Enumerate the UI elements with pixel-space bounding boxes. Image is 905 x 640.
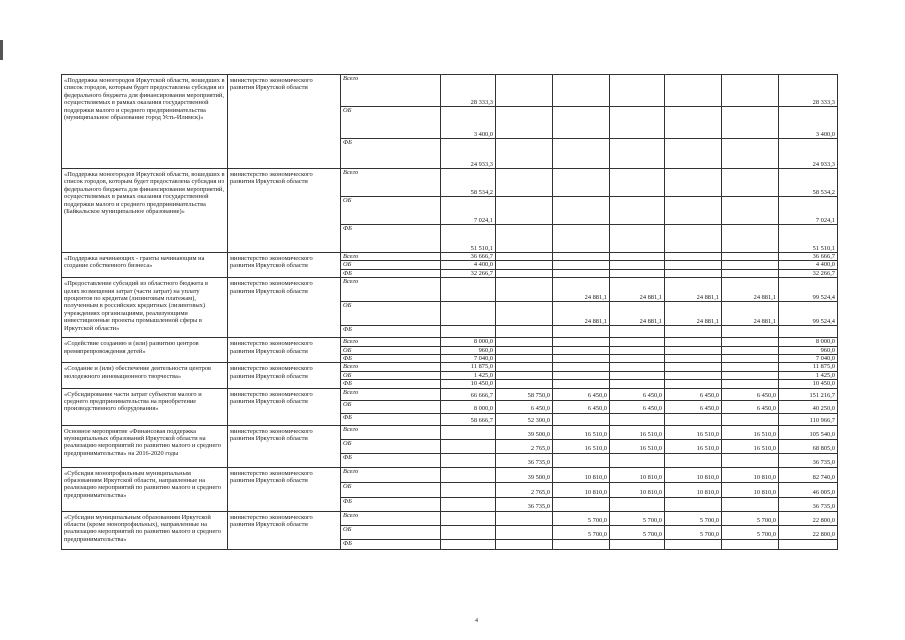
table-row [62,425,838,439]
year-value [665,326,722,338]
funding-source-fb: ФБ [341,497,441,511]
year-value [553,539,610,549]
responsible-executor: министерство экономического развития Иркутской области [228,511,341,549]
year-value: 10 810,0 [553,467,610,482]
table-row [62,388,838,400]
year-value: 10 810,0 [722,482,779,497]
total-value: 99 524,4 [779,278,838,302]
year-value [722,326,779,338]
year-value [496,225,553,253]
total-value: 24 933,3 [779,139,838,169]
year-value [610,253,665,261]
year-value [665,380,722,388]
year-value: 5 700,0 [553,525,610,539]
year-value: 39 500,0 [496,425,553,439]
year-value [496,326,553,338]
year-value [610,363,665,371]
year-value [610,197,665,225]
year-value [610,139,665,169]
year-value [496,169,553,197]
year-value: 6 450,0 [496,400,553,413]
table-row [62,363,838,371]
year-value [665,355,722,363]
year-value [553,169,610,197]
year-value [496,355,553,363]
funding-source-ob: ОБ [341,346,441,354]
year-value: 1 425,0 [441,371,496,379]
total-value: 110 966,7 [779,413,838,425]
year-value: 16 510,0 [553,425,610,439]
year-value [441,439,496,453]
year-value: 24 881,1 [553,302,610,326]
year-value [722,139,779,169]
funding-source-all: Всего [341,338,441,346]
year-value: 6 450,0 [553,400,610,413]
year-value: 10 810,0 [665,482,722,497]
program-description: «Субсидии муниципальным образованиям Иркутской области (кроме монопрофильных), направленные на реализацию мероприятий по развитию малого и среднего предпринимательства» [62,511,228,549]
funding-source-ob: ОБ [341,261,441,269]
year-value: 8 000,0 [441,400,496,413]
program-description: «Создание и (или) обеспечение деятельности центров молодежного инновационного творчества» [62,363,228,388]
year-value [665,169,722,197]
year-value [665,107,722,139]
total-value: 151 216,7 [779,388,838,400]
responsible-executor: министерство экономического развития Иркутской области [228,338,341,363]
table-row [62,511,838,525]
year-value: 2 765,0 [496,439,553,453]
year-value [610,107,665,139]
year-value [722,539,779,549]
total-value: 36 735,0 [779,497,838,511]
year-value [665,261,722,269]
year-value [496,371,553,379]
year-value: 6 450,0 [665,388,722,400]
year-value: 66 666,7 [441,388,496,400]
year-value: 24 881,1 [665,302,722,326]
program-description: «Поддержка моногородов Иркутской области, вошедших в список городов, которым будет предоставлена субсидия из федерального бюджета для финансирования мероприятий, осуществляемых в рамках оказания государственной поддержки малого и среднего предпринимательства (Байкальское муниципальное образование)» [62,169,228,253]
year-value [553,253,610,261]
total-value [779,326,838,338]
year-value: 36 735,0 [496,453,553,467]
funding-source-ob: ОБ [341,525,441,539]
funding-source-all: Всего [341,363,441,371]
funding-source-fb: ФБ [341,355,441,363]
responsible-executor: министерство экономического развития Иркутской области [228,278,341,338]
year-value [722,269,779,277]
funding-source-all: Всего [341,467,441,482]
year-value [722,197,779,225]
program-description: Основное мероприятие «Финансовая поддержка муниципальных образований Иркутской области на реализацию мероприятий по развитию малого и среднего предпринимательства» на 2016-2020 годы [62,425,228,467]
year-value: 10 810,0 [553,482,610,497]
funding-source-fb: ФБ [341,225,441,253]
table-row [62,278,838,302]
funding-source-all: Всего [341,169,441,197]
year-value: 16 510,0 [722,425,779,439]
funding-source-ob: ОБ [341,197,441,225]
year-value [722,413,779,425]
funding-source-ob: ОБ [341,400,441,413]
program-description: «Поддержка начинающих - гранты начинающим на создание собственного бизнеса» [62,253,228,278]
year-value: 6 450,0 [610,400,665,413]
year-value [553,338,610,346]
year-value: 6 450,0 [665,400,722,413]
funding-source-fb: ФБ [341,326,441,338]
year-value: 5 700,0 [722,511,779,525]
year-value [496,75,553,107]
total-value: 1 425,0 [779,371,838,379]
year-value: 16 510,0 [610,439,665,453]
year-value: 2 765,0 [496,482,553,497]
year-value: 58 750,0 [496,388,553,400]
year-value: 39 500,0 [496,467,553,482]
year-value [722,253,779,261]
year-value [665,225,722,253]
program-description: «Содействие созданию и (или) развитию центров времяпрепровождения детей» [62,338,228,363]
year-value: 32 266,7 [441,269,496,277]
year-value: 8 000,0 [441,338,496,346]
total-value: 28 333,3 [779,75,838,107]
year-value [610,261,665,269]
year-value [722,338,779,346]
year-value: 24 933,3 [441,139,496,169]
program-description: «Предоставление субсидий из областного бюджета в целях возмещения затрат (части затрат) на уплату процентов по кредитам (лизинговым платежам), полученным в российских кредитных (лизинговых) учреждениях организациями, реализующими инвестиционные проекты промышленной сферы в Иркутской области» [62,278,228,338]
year-value [722,497,779,511]
year-value [610,355,665,363]
year-value: 10 810,0 [610,482,665,497]
responsible-executor: министерство экономического развития Иркутской области [228,75,341,169]
year-value [441,539,496,549]
table-row [62,467,838,482]
total-value: 58 534,2 [779,169,838,197]
table-row [62,75,838,107]
year-value [665,338,722,346]
year-value [553,413,610,425]
funding-source-all: Всего [341,425,441,439]
year-value [665,539,722,549]
year-value [496,363,553,371]
year-value [553,225,610,253]
funding-source-all: Всего [341,278,441,302]
year-value [665,497,722,511]
year-value: 6 450,0 [722,400,779,413]
scan-edge-mark [0,40,3,60]
program-description: «Субсидия монопрофильным муниципальным образованиям Иркутской области, направленные на реализацию мероприятий по развитию малого и среднего предпринимательства» [62,467,228,511]
year-value [722,75,779,107]
year-value: 6 450,0 [553,388,610,400]
total-value: 36 666,7 [779,253,838,261]
year-value [496,346,553,354]
year-value: 6 450,0 [610,388,665,400]
year-value: 24 881,1 [553,278,610,302]
year-value [441,482,496,497]
year-value [441,511,496,525]
year-value [496,511,553,525]
total-value: 32 266,7 [779,269,838,277]
year-value [610,169,665,197]
year-value [553,326,610,338]
year-value [441,497,496,511]
funding-source-fb: ФБ [341,139,441,169]
funding-source-fb: ФБ [341,453,441,467]
total-value: 105 540,0 [779,425,838,439]
year-value [665,197,722,225]
year-value: 11 875,0 [441,363,496,371]
year-value [553,355,610,363]
year-value [553,497,610,511]
year-value [496,261,553,269]
year-value: 24 881,1 [722,302,779,326]
year-value: 28 333,3 [441,75,496,107]
total-value: 4 400,0 [779,261,838,269]
year-value: 52 300,0 [496,413,553,425]
year-value [610,371,665,379]
year-value [496,269,553,277]
table-row [62,338,838,346]
total-value: 8 000,0 [779,338,838,346]
responsible-executor: министерство экономического развития Иркутской области [228,169,341,253]
year-value [665,75,722,107]
funding-source-all: Всего [341,253,441,261]
year-value [665,346,722,354]
year-value [665,363,722,371]
year-value: 36 735,0 [496,497,553,511]
year-value [496,107,553,139]
year-value: 4 400,0 [441,261,496,269]
year-value: 7 040,0 [441,355,496,363]
year-value: 24 881,1 [610,278,665,302]
year-value: 16 510,0 [722,439,779,453]
total-value: 82 740,0 [779,467,838,482]
year-value: 7 024,1 [441,197,496,225]
year-value: 16 510,0 [665,439,722,453]
year-value [553,75,610,107]
program-funding-table [61,74,838,550]
total-value: 46 005,0 [779,482,838,497]
year-value [553,139,610,169]
year-value: 24 881,1 [665,278,722,302]
responsible-executor: министерство экономического развития Иркутской области [228,363,341,388]
year-value [610,380,665,388]
year-value [496,380,553,388]
funding-source-ob: ОБ [341,371,441,379]
year-value [496,278,553,302]
funding-source-all: Всего [341,388,441,400]
year-value [722,346,779,354]
year-value [496,139,553,169]
year-value [610,346,665,354]
year-value [722,169,779,197]
year-value [553,346,610,354]
year-value [441,326,496,338]
program-description: «Поддержка моногородов Иркутской области, вошедших в список городов, которым будет предоставлена субсидия из федерального бюджета для финансирования мероприятий, осуществляемых в рамках оказания государственной поддержки малого и среднего предпринимательства (муниципальное образование город Усть-Илимск)» [62,75,228,169]
year-value [496,302,553,326]
year-value [722,380,779,388]
year-value [722,363,779,371]
year-value [665,139,722,169]
year-value [553,261,610,269]
total-value: 11 875,0 [779,363,838,371]
total-value: 51 510,1 [779,225,838,253]
year-value: 51 510,1 [441,225,496,253]
year-value: 24 881,1 [610,302,665,326]
year-value [553,107,610,139]
total-value: 7 024,1 [779,197,838,225]
total-value: 99 524,4 [779,302,838,326]
year-value: 6 450,0 [722,388,779,400]
year-value: 10 810,0 [665,467,722,482]
total-value: 22 800,0 [779,511,838,525]
year-value: 10 810,0 [610,467,665,482]
funding-source-all: Всего [341,511,441,525]
responsible-executor: министерство экономического развития Иркутской области [228,467,341,511]
funding-source-all: Всего [341,75,441,107]
year-value [722,261,779,269]
year-value [610,453,665,467]
total-value [779,539,838,549]
year-value [722,107,779,139]
year-value [496,539,553,549]
year-value [722,355,779,363]
year-value [496,197,553,225]
funding-source-ob: ОБ [341,302,441,326]
year-value: 58 666,7 [441,413,496,425]
total-value: 22 800,0 [779,525,838,539]
year-value [610,539,665,549]
responsible-executor: министерство экономического развития Иркутской области [228,388,341,425]
funding-source-ob: ОБ [341,107,441,139]
funding-source-ob: ОБ [341,439,441,453]
year-value [553,269,610,277]
year-value [441,525,496,539]
year-value [665,371,722,379]
responsible-executor: министерство экономического развития Иркутской области [228,253,341,278]
year-value: 10 450,0 [441,380,496,388]
total-value: 40 250,0 [779,400,838,413]
table-row [62,169,838,197]
year-value [722,371,779,379]
funding-source-fb: ФБ [341,380,441,388]
year-value: 36 666,7 [441,253,496,261]
year-value [441,425,496,439]
year-value: 5 700,0 [610,511,665,525]
year-value [553,380,610,388]
year-value [610,413,665,425]
year-value [496,525,553,539]
year-value: 16 510,0 [665,425,722,439]
year-value: 5 700,0 [665,511,722,525]
year-value [441,302,496,326]
year-value [665,413,722,425]
year-value: 960,0 [441,346,496,354]
funding-source-ob: ОБ [341,482,441,497]
year-value [722,453,779,467]
year-value [665,253,722,261]
year-value [665,453,722,467]
year-value: 16 510,0 [610,425,665,439]
program-description: «Субсидирование части затрат субъектов малого и среднего предпринимательства на приобретение производственного оборудования» [62,388,228,425]
total-value: 68 805,0 [779,439,838,453]
table-row [62,253,838,261]
year-value: 5 700,0 [665,525,722,539]
year-value [441,467,496,482]
total-value: 960,0 [779,346,838,354]
year-value [665,269,722,277]
year-value [553,363,610,371]
year-value: 5 700,0 [610,525,665,539]
responsible-executor: министерство экономического развития Иркутской области [228,425,341,467]
funding-source-fb: ФБ [341,269,441,277]
total-value: 3 400,0 [779,107,838,139]
year-value: 3 400,0 [441,107,496,139]
year-value [610,338,665,346]
funding-source-fb: ФБ [341,539,441,549]
year-value [496,253,553,261]
year-value [610,269,665,277]
year-value [553,453,610,467]
year-value [610,225,665,253]
year-value [553,197,610,225]
year-value [610,497,665,511]
funding-source-fb: ФБ [341,413,441,425]
year-value: 58 534,2 [441,169,496,197]
year-value [441,453,496,467]
year-value [610,75,665,107]
year-value: 16 510,0 [553,439,610,453]
year-value: 5 700,0 [722,525,779,539]
year-value: 24 881,1 [722,278,779,302]
page-number: 4 [475,618,478,624]
total-value: 7 040,0 [779,355,838,363]
year-value [441,278,496,302]
year-value [610,326,665,338]
year-value [553,371,610,379]
total-value: 10 450,0 [779,380,838,388]
year-value [722,225,779,253]
year-value: 10 810,0 [722,467,779,482]
year-value [496,338,553,346]
year-value: 5 700,0 [553,511,610,525]
total-value: 36 735,0 [779,453,838,467]
